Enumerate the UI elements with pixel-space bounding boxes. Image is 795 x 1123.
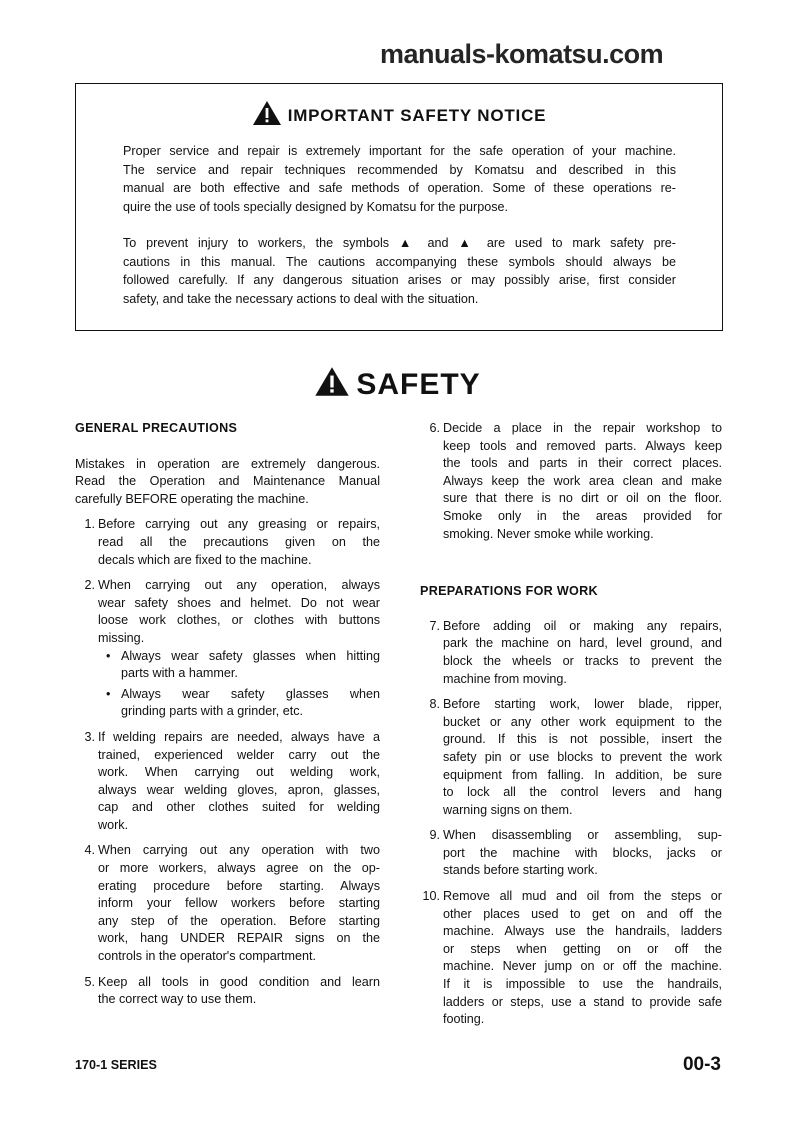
text-line: If it is impossible to use the handrails, [443, 977, 722, 992]
text-line: When disassembling or assembling, sup- [443, 828, 722, 843]
text-line: equipment from falling. In addition, be sure [443, 767, 722, 782]
text-line: The service and repair techniques recommended by Komatsu and described in this [123, 162, 676, 177]
text-line: Mistakes in operation are extremely dangerous. [75, 456, 380, 471]
text-line: parts with a hammer. [121, 666, 238, 681]
text-line: or more workers, always agree on the op- [98, 861, 380, 876]
text-line: Remove all mud and oil from the steps or [443, 889, 722, 904]
text-line: block the wheels or tracks to prevent the [443, 653, 722, 668]
list-item [420, 420, 722, 543]
text-line: other places used to get on and off the [443, 906, 722, 921]
text-line: To prevent injury to workers, the symbols ▲ and ▲ are used to mark safety pre- [123, 236, 676, 250]
list-item [420, 888, 722, 1029]
warning-triangle-icon [314, 366, 350, 397]
text-line: Keep all tools in good condition and learn [98, 974, 380, 989]
bullet-item [104, 686, 380, 721]
text-line: machine from moving. [443, 671, 567, 686]
text-line: Proper service and repair is extremely important for the safe operation of your machine. [123, 144, 676, 158]
list-item [420, 618, 722, 688]
text-line: Always wear safety glasses when hitting [121, 648, 380, 663]
item-number: 8. [429, 697, 440, 712]
item-number: 3. [84, 729, 95, 744]
precautions-list-continued [420, 420, 722, 543]
text-line: smoking. Never smoke while working. [443, 526, 654, 541]
item-number: 4. [84, 843, 95, 858]
text-line: Before adding oil or making any repairs, [443, 618, 722, 633]
notice-title [76, 100, 722, 126]
item-number: 9. [429, 828, 440, 843]
general-precautions-list [75, 516, 380, 1008]
text-line: Always keep the work area clean and make [443, 473, 722, 488]
text-line: Before carrying out any greasing or repairs, [98, 517, 380, 532]
text-line: work. When carrying out welding work, [98, 765, 380, 780]
text-line: keep tools and removed parts. Always keep [443, 438, 722, 453]
item-number: 5. [84, 974, 95, 989]
intro-paragraph [75, 456, 380, 509]
list-item [75, 577, 380, 721]
right-column [420, 420, 722, 1037]
text-line: any step of the operation. Before starting [98, 913, 380, 928]
text-line: always wear welding gloves, apron, glasses, [98, 782, 380, 797]
list-item [75, 729, 380, 835]
text-line: When carrying out any operation, always [98, 578, 380, 593]
notice-paragraph-1 [123, 142, 676, 217]
list-item [420, 696, 722, 819]
bullet-icon: • [106, 648, 111, 663]
bullet-item [104, 648, 380, 683]
text-line: trained, experienced welder carry out the [98, 747, 380, 762]
text-line: followed carefully. If any dangerous situation arises or may possibly arise, first consider [123, 273, 676, 288]
text-line: read all the precautions given on the [98, 534, 380, 549]
text-line: work. [98, 817, 129, 832]
text-line: wear safety shoes and helmet. Do not wear [98, 595, 380, 610]
text-line: ladders or steps, use a stand to provide safe [443, 994, 722, 1009]
important-safety-notice-box [75, 83, 723, 331]
warning-triangle-icon [252, 100, 282, 126]
text-line: quire the use of tools specially designed by Komatsu for the purpose. [123, 200, 509, 215]
text-line: port the machine with blocks, jacks or [443, 845, 722, 860]
text-line: work, hang UNDER REPAIR signs on the [98, 931, 380, 946]
text-line: When carrying out any operation with two [98, 843, 380, 858]
notice-paragraph-2 [123, 234, 676, 309]
list-item [420, 827, 722, 880]
text-line: park the machine on hard, level ground, and [443, 636, 722, 651]
text-line: ground. If this is not possible, insert the [443, 732, 722, 747]
text-line: Before starting work, lower blade, ripper, [443, 697, 722, 712]
text-line: erating procedure before starting. Always [98, 878, 380, 893]
safety-title-text: SAFETY [356, 368, 481, 401]
item-number: 7. [429, 618, 440, 633]
list-item [75, 974, 380, 1009]
text-line: controls in the operator's compartment. [98, 949, 316, 964]
text-line: If welding repairs are needed, always have a [98, 729, 380, 744]
text-line: warning signs on them. [443, 802, 573, 817]
text-line: bucket or any other work equipment to the [443, 714, 722, 729]
text-line: Smoke only in the areas provided for [443, 508, 722, 523]
watermark: manuals-komatsu.com [380, 39, 664, 69]
text-line: sure that there is no dirt or oil on the floor. [443, 491, 722, 506]
text-line: to lock all the control levers and hang [443, 785, 722, 800]
preparations-heading: PREPARATIONS FOR WORK [420, 584, 598, 599]
text-line: manual are both effective and safe methods of operation. Some of these operations re- [123, 181, 676, 196]
text-line: footing. [443, 1012, 485, 1027]
text-line: or steps when getting on or off the [443, 941, 722, 956]
text-line: cautions in this manual. The cautions accompanying these symbols should always be [123, 254, 676, 269]
safety-title [0, 366, 795, 402]
text-line: inform your fellow workers before starting [98, 896, 380, 911]
item-number: 2. [84, 578, 95, 593]
item-number: 10. [422, 889, 440, 904]
text-line: safety, and take the necessary actions to deal with the situation. [123, 292, 479, 307]
text-line: grinding parts with a grinder, etc. [121, 704, 304, 719]
list-item [75, 516, 380, 569]
text-line: cap and other clothes suited for welding [98, 800, 380, 815]
text-line: decals which are fixed to the machine. [98, 552, 312, 567]
text-line: Always wear safety glasses when [121, 686, 380, 701]
list-item [75, 842, 380, 965]
footer-series: 170-1 SERIES [75, 1058, 157, 1072]
text-line: Decide a place in the repair workshop to [443, 421, 722, 435]
text-line: safety pin or use blocks to prevent the work [443, 749, 722, 764]
text-line: the tools and parts in their correct places. [443, 456, 722, 471]
text-line: carefully BEFORE operating the machine. [75, 491, 309, 506]
text-line: missing. [98, 630, 145, 645]
text-line: machine. Never jump on or off the machine. [443, 959, 722, 974]
notice-title-text: IMPORTANT SAFETY NOTICE [287, 106, 547, 125]
general-precautions-heading: GENERAL PRECAUTIONS [75, 421, 238, 435]
text-line: Read the Operation and Maintenance Manual [75, 474, 380, 489]
text-line: stands before starting work. [443, 863, 598, 878]
bullet-icon: • [106, 686, 111, 701]
footer-page-number: 00-3 [682, 1054, 721, 1075]
preparations-list [420, 618, 722, 1029]
text-line: loose work clothes, or clothes with buttons [98, 613, 380, 628]
text-line: machine. Always use the handrails, ladders [443, 924, 722, 939]
item-number: 1. [84, 517, 95, 532]
text-line: the correct way to use them. [98, 992, 257, 1007]
left-column [75, 420, 380, 1017]
item-number: 6. [429, 421, 440, 435]
